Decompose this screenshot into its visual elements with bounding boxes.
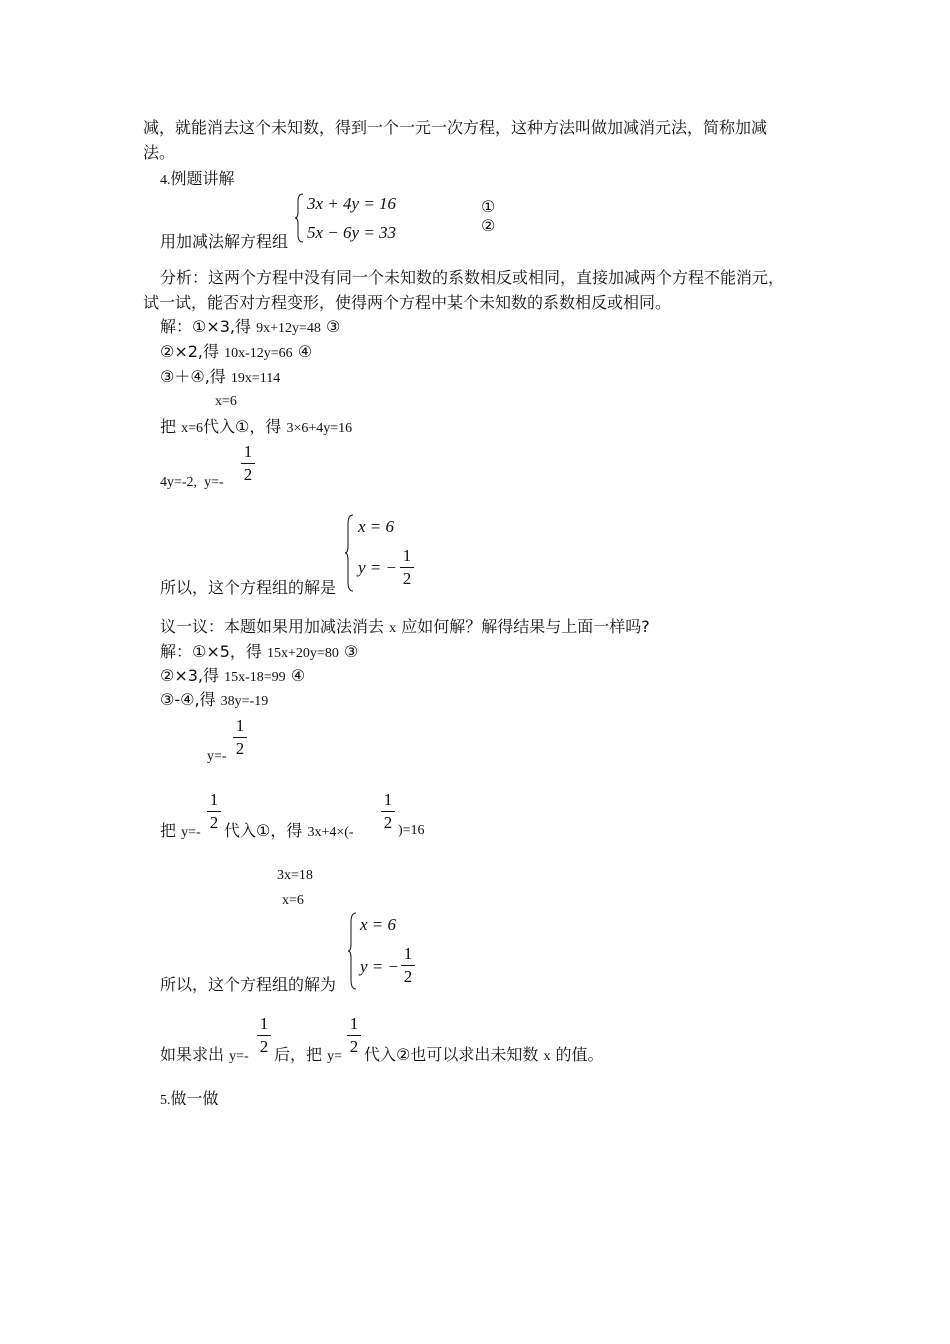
answer-y: y = −: [358, 558, 397, 577]
solution1-step-3: ③＋④,得 19x=114: [160, 367, 281, 386]
answer-x: x = 6: [358, 517, 395, 536]
solution1-step-6: 4y=-2, y=-: [160, 475, 224, 490]
solution2-substitute-prefix: 把 y=-: [160, 821, 201, 840]
fraction-one-half: 1 2: [241, 442, 255, 485]
remark-prefix: 如果求出 y=-: [160, 1045, 249, 1064]
fraction-one-half: 1 2: [401, 944, 415, 987]
equation-1: 3x + 4y = 16: [307, 194, 397, 213]
answer-y: y = −: [360, 957, 399, 976]
section-5-heading: 5.做一做: [160, 1089, 219, 1108]
solution1-step-1: 解：①×3,得 9x+12y=48 ③: [160, 317, 341, 336]
fraction-one-half: 1 2: [257, 1014, 271, 1057]
remark-middle: 后，把 y=: [274, 1045, 343, 1064]
solution2-substitute-suffix: )=16: [398, 823, 425, 838]
equation-2-marker: ②: [481, 216, 496, 235]
intro-line-2: 法。: [143, 143, 176, 162]
fraction-one-half: 1 2: [347, 1014, 361, 1057]
fraction-one-half: 1 2: [381, 790, 395, 833]
fraction-one-half: 1 2: [400, 546, 414, 589]
left-brace: [347, 912, 357, 990]
analysis-line-2: 试一试，能否对方程变形，使得两个方程中某个未知数的系数相反或相同。: [143, 293, 672, 312]
solution1-step-5: 把 x=6代入①，得 3×6+4y=16: [160, 417, 353, 436]
solution2-step-7: x=6: [282, 893, 304, 908]
discuss-prompt: 议一议：本题如果用加减法消去 x 应如何解？解得结果与上面一样吗?: [160, 617, 650, 636]
solution2-step-4: y=-: [207, 749, 227, 764]
analysis-line-1: 分析：这两个方程中没有同一个未知数的系数相反或相同，直接加减两个方程不能消元，: [160, 268, 785, 287]
solution1-step-2: ②×2,得 10x-12y=66 ④: [160, 342, 313, 361]
solution1-conclusion: 所以，这个方程组的解是: [160, 578, 337, 597]
remark-suffix: 代入②也可以求出未知数 x 的值。: [364, 1045, 604, 1064]
fraction-one-half: 1 2: [207, 790, 221, 833]
intro-line-1: 减，就能消去这个未知数，得到一个一元一次方程，这种方法叫做加减消元法，简称加减: [143, 118, 768, 137]
left-brace: [344, 514, 354, 592]
answer-x: x = 6: [360, 915, 397, 934]
solution2-step-1: 解：①×5，得 15x+20y=80 ③: [160, 642, 359, 661]
solution2-substitute-middle: 代入①，得 3x+4×(-: [224, 821, 354, 840]
solution2-step-6: 3x=18: [277, 868, 313, 883]
solution2-step-2: ②×3,得 15x-18=99 ④: [160, 666, 306, 685]
problem-text: 用加减法解方程组: [160, 232, 289, 251]
solution2-step-3: ③-④,得 38y=-19: [160, 690, 269, 709]
section-4-heading: 4.例题讲解: [160, 169, 235, 188]
equation-2: 5x − 6y = 33: [307, 223, 397, 242]
left-brace: [294, 193, 304, 243]
fraction-one-half: 1 2: [233, 716, 247, 759]
solution2-conclusion: 所以，这个方程组的解为: [160, 975, 337, 994]
equation-1-marker: ①: [481, 197, 496, 216]
solution1-step-4: x=6: [215, 394, 237, 409]
